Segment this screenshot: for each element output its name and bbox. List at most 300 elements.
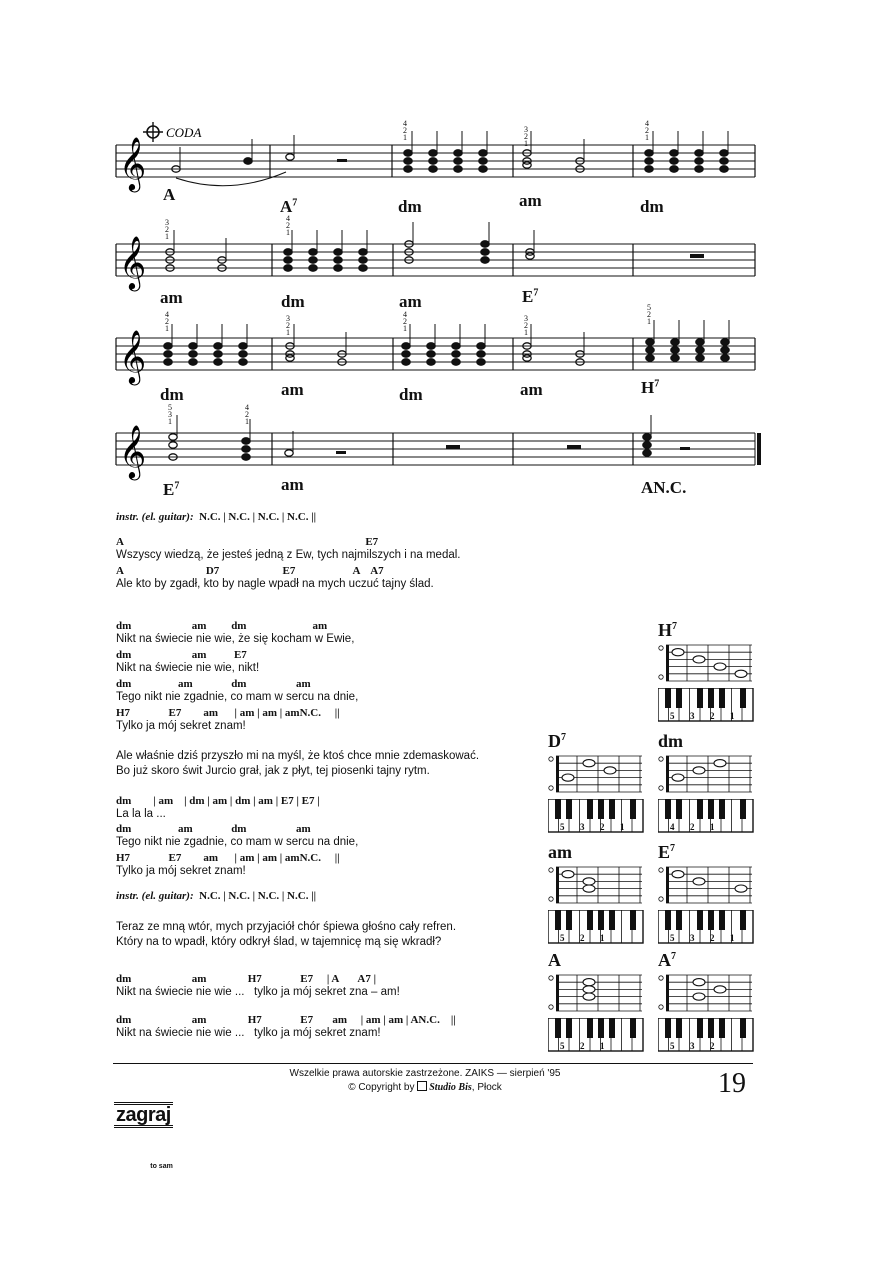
copyright-brand: Studio Bis: [429, 1082, 472, 1093]
notehead: [169, 442, 177, 448]
notehead: [334, 265, 342, 271]
chord-diagram-name: [658, 731, 754, 752]
finger: 1: [286, 228, 290, 237]
fingering: [162, 219, 172, 240]
chord-line: A D7 E7 A A7: [116, 565, 384, 577]
key-finger-number: 2: [580, 933, 585, 943]
finger: 1: [524, 328, 528, 337]
final-barline: [757, 433, 761, 465]
key-finger-number: 1: [600, 933, 605, 943]
notehead: [189, 359, 197, 365]
notehead: [643, 450, 651, 456]
instr-value: N.C. | N.C. | N.C. | N.C. ||: [199, 511, 317, 523]
fingering: [521, 315, 531, 336]
finger-dot: [693, 979, 705, 986]
black-key: [708, 799, 714, 819]
notehead: [721, 355, 729, 361]
notehead: [359, 249, 367, 255]
finger: 1: [524, 139, 528, 148]
black-key: [740, 910, 746, 930]
notehead: [214, 351, 222, 357]
fingering: [165, 404, 175, 425]
chord-line: dm am dm am: [116, 620, 328, 632]
notehead: [670, 158, 678, 164]
fretboard: [658, 865, 754, 907]
fretboard: [658, 754, 754, 796]
black-key: [665, 799, 671, 819]
chord-diagram: [548, 950, 644, 1052]
black-key: [676, 688, 682, 708]
staff-chord: [522, 287, 538, 307]
black-key: [676, 799, 682, 819]
key-finger-number: 1: [710, 822, 715, 832]
notehead: [239, 343, 247, 349]
chord-diagram-sup: 7: [670, 843, 676, 854]
finger: 1: [168, 417, 172, 426]
finger: 4: [403, 119, 407, 128]
notehead: [643, 442, 651, 448]
chord-diagram-label: dm: [658, 731, 684, 751]
notehead: [696, 339, 704, 345]
notehead: [481, 257, 489, 263]
sheet-music: [0, 0, 893, 500]
notehead: [214, 359, 222, 365]
notehead: [242, 454, 250, 460]
open-string-marker: [659, 675, 663, 679]
treble-clef-icon: 𝄞: [119, 237, 147, 288]
lyric-line: Tylko ja mój sekret znam!: [116, 720, 246, 732]
chord-line: dm | am | dm | am | dm | am | E7 | E7 |: [116, 795, 320, 807]
footer-logo: [114, 1066, 173, 1206]
notehead: [242, 438, 250, 444]
lyric-line: Nikt na świecie nie wie, nikt!: [116, 662, 260, 674]
key-finger-number: 3: [690, 1041, 695, 1051]
fingering: [283, 215, 293, 236]
key-finger-number: 2: [600, 822, 605, 832]
black-key: [665, 688, 671, 708]
notehead: [164, 359, 172, 365]
notehead: [721, 339, 729, 345]
notehead: [239, 351, 247, 357]
notehead: [477, 351, 485, 357]
staff-chord: [160, 385, 184, 405]
notehead: [695, 158, 703, 164]
notehead: [645, 158, 653, 164]
notehead: [284, 249, 292, 255]
chord-name: am: [160, 288, 183, 307]
finger-dot: [583, 993, 595, 1000]
staff-chord: [281, 292, 305, 312]
fretboard-nut: [666, 975, 669, 1011]
staff-chord: [160, 288, 183, 308]
finger: 1: [245, 417, 249, 426]
chord-line: dm am H7 E7 | A A7 |: [116, 973, 376, 985]
fingering: [242, 404, 252, 425]
open-string-marker: [659, 868, 663, 872]
notehead: [479, 150, 487, 156]
black-key: [587, 1018, 593, 1038]
notehead: [481, 249, 489, 255]
chord-diagram-name: [658, 620, 754, 641]
finger: 2: [647, 310, 651, 319]
black-key: [740, 799, 746, 819]
instrumental-line-2: [116, 890, 316, 902]
open-string-marker: [659, 757, 663, 761]
notehead: [427, 343, 435, 349]
notehead: [452, 343, 460, 349]
finger: 1: [165, 324, 169, 333]
finger-dot: [672, 649, 684, 656]
notehead: [164, 343, 172, 349]
chord-diagram-sup: 7: [671, 951, 676, 962]
finger: 4: [645, 119, 649, 128]
black-key: [665, 1018, 671, 1038]
finger: 4: [165, 310, 169, 319]
black-key: [566, 910, 572, 930]
piano-keyboard-icon: [658, 910, 754, 944]
key-finger-number: 2: [710, 933, 715, 943]
notehead: [285, 450, 293, 456]
finger: 1: [403, 133, 407, 142]
finger-dot: [735, 885, 747, 892]
chord-diagram-name: [548, 950, 644, 971]
chord-name: dm: [399, 385, 423, 404]
notehead: [286, 154, 294, 160]
copyright-prefix: © Copyright by: [348, 1082, 418, 1093]
finger: 4: [286, 214, 290, 223]
chord-name: am: [520, 380, 543, 399]
finger: 2: [403, 317, 407, 326]
lyric-line: Bo już skoro świt Jurcio grał, jak z płyt, tej piosenki tajny rytm.: [116, 765, 430, 777]
notehead: [670, 166, 678, 172]
staff-chord: [281, 380, 304, 400]
notehead: [334, 249, 342, 255]
whole-rest: [446, 445, 460, 449]
open-string-marker: [549, 1005, 553, 1009]
finger: 1: [403, 324, 407, 333]
key-finger-number: 5: [670, 933, 675, 943]
notehead: [454, 150, 462, 156]
chord-diagram-label: A: [658, 950, 671, 970]
black-key: [630, 910, 636, 930]
chord-line: dm am dm am: [116, 678, 311, 690]
notehead: [645, 166, 653, 172]
black-key: [719, 799, 725, 819]
black-key: [630, 1018, 636, 1038]
finger-dot: [714, 663, 726, 670]
chord-line: dm am E7: [116, 649, 247, 661]
finger: 4: [245, 403, 249, 412]
studio-bis-logo-icon: [417, 1081, 427, 1091]
chord-diagram-sup: 7: [672, 621, 678, 632]
notehead: [427, 359, 435, 365]
chord-diagram-label: H: [658, 620, 673, 640]
key-finger-number: 5: [560, 1041, 565, 1051]
notehead: [189, 351, 197, 357]
notehead: [454, 166, 462, 172]
finger: 1: [647, 317, 651, 326]
notehead: [334, 257, 342, 263]
fingering: [642, 120, 652, 141]
chord-name: am: [519, 191, 542, 210]
chord-line: dm am dm am: [116, 823, 311, 835]
finger-dot: [693, 993, 705, 1000]
key-finger-number: 2: [580, 1041, 585, 1051]
chord-name: A: [280, 197, 293, 216]
chord-name: H: [641, 378, 655, 397]
fretboard-nut: [556, 867, 559, 903]
fretboard: [548, 754, 644, 796]
lyric-line: Teraz ze mną wtór, mych przyjaciół chór śpiewa głośno cały refren.: [116, 921, 457, 933]
black-key: [598, 799, 604, 819]
notehead: [479, 158, 487, 164]
instr-label: instr. (el. guitar):: [116, 511, 194, 523]
staff-chord: [163, 480, 179, 500]
chord-diagram-name: [658, 950, 754, 971]
notehead: [239, 359, 247, 365]
staff-chord: [641, 478, 686, 498]
notehead: [695, 166, 703, 172]
notehead: [646, 347, 654, 353]
black-key: [740, 688, 746, 708]
finger-dot: [714, 760, 726, 767]
key-finger-number: 4: [670, 822, 675, 832]
notehead: [309, 249, 317, 255]
finger-dot: [672, 774, 684, 781]
finger-dot: [604, 767, 616, 774]
notehead: [429, 150, 437, 156]
staff-chord: [163, 185, 175, 205]
finger-dot: [672, 871, 684, 878]
lyric-line: Tylko ja mój sekret znam!: [116, 865, 246, 877]
finger: 2: [245, 410, 249, 419]
notehead: [214, 343, 222, 349]
notehead: [481, 241, 489, 247]
lyric-line: Który na to wpadł, który odkrył ślad, w tajemnicę mą się wkradł?: [116, 936, 442, 948]
finger: 3: [524, 314, 528, 323]
notehead: [671, 339, 679, 345]
key-finger-number: 5: [560, 822, 565, 832]
chord-name: E: [522, 287, 534, 306]
chord-line: A E7: [116, 536, 379, 548]
piano-keyboard-icon: [658, 1018, 754, 1052]
finger-dot: [735, 670, 747, 677]
notehead: [696, 347, 704, 353]
notehead: [454, 158, 462, 164]
finger: 3: [165, 218, 169, 227]
chord-name: dm: [640, 197, 664, 216]
finger-dot: [714, 986, 726, 993]
key-finger-number: 3: [580, 822, 585, 832]
open-string-marker: [549, 897, 553, 901]
notehead: [695, 150, 703, 156]
notehead: [646, 355, 654, 361]
notehead: [523, 355, 531, 361]
chord-diagram-label: am: [548, 842, 572, 862]
notehead: [244, 158, 252, 164]
black-key: [697, 799, 703, 819]
open-string-marker: [659, 1005, 663, 1009]
finger: 2: [165, 317, 169, 326]
black-key: [719, 688, 725, 708]
finger-dot: [693, 656, 705, 663]
chord-diagram-sup: 7: [561, 732, 566, 743]
notehead: [359, 257, 367, 263]
black-key: [665, 910, 671, 930]
black-key: [676, 1018, 682, 1038]
treble-clef-icon: 𝄞: [119, 426, 147, 477]
black-key: [630, 799, 636, 819]
notehead: [452, 351, 460, 357]
black-key: [587, 799, 593, 819]
staff-chord: [399, 292, 422, 312]
finger-dot: [583, 986, 595, 993]
lyric-line: Ale właśnie dziś przyszło mi na myśl, że ktoś chce mnie zdemaskować.: [116, 750, 480, 762]
logo-subtext: to sam: [150, 1163, 173, 1170]
open-string-marker: [659, 897, 663, 901]
chord-line: H7 E7 am | am | am | amN.C. ||: [116, 852, 340, 864]
lyric-line: Tego nikt nie zgadnie, co mam w sercu na dnie,: [116, 691, 359, 703]
black-key: [708, 1018, 714, 1038]
finger-dot: [562, 871, 574, 878]
instr-label: instr. (el. guitar):: [116, 890, 194, 902]
notehead: [429, 158, 437, 164]
instr-value: N.C. | N.C. | N.C. | N.C. ||: [199, 890, 317, 902]
lyric-line: Ale kto by zgadł, kto by nagle wpadł na mych uczuć tajny ślad.: [116, 578, 434, 590]
notehead: [404, 166, 412, 172]
chord-diagram-name: [548, 731, 644, 752]
page-number: 19: [718, 1068, 746, 1099]
black-key: [676, 910, 682, 930]
black-key: [719, 1018, 725, 1038]
key-finger-number: 3: [690, 933, 695, 943]
chord-diagram: [658, 620, 754, 722]
notehead: [242, 446, 250, 452]
chord-name: AN.C.: [641, 478, 687, 497]
fingering: [400, 120, 410, 141]
finger: 3: [286, 314, 290, 323]
finger: 5: [168, 403, 172, 412]
chord-diagram-name: [658, 842, 754, 863]
fretboard-nut: [666, 645, 669, 681]
finger: 2: [645, 126, 649, 135]
notehead: [646, 339, 654, 345]
finger: 3: [168, 410, 172, 419]
rest: [336, 451, 346, 454]
notehead: [402, 343, 410, 349]
open-string-marker: [659, 786, 663, 790]
finger: 2: [403, 126, 407, 135]
notehead: [284, 265, 292, 271]
chord-line: H7 E7 am | am | am | amN.C. ||: [116, 707, 340, 719]
staff-chord: [281, 475, 304, 495]
black-key: [609, 1018, 615, 1038]
staff-chord: [640, 197, 664, 217]
lyric-line: Nikt na świecie nie wie, że się kocham w Ewie,: [116, 633, 355, 645]
piano-keyboard-icon: [658, 688, 754, 722]
black-key: [566, 1018, 572, 1038]
notehead: [477, 343, 485, 349]
notehead: [479, 166, 487, 172]
notehead: [404, 158, 412, 164]
finger-dot: [693, 767, 705, 774]
chord-sup: 7: [174, 480, 180, 492]
key-finger-number: 1: [730, 933, 735, 943]
key-finger-number: 2: [690, 822, 695, 832]
fretboard-nut: [666, 756, 669, 792]
finger-dot: [583, 878, 595, 885]
key-finger-number: 5: [670, 1041, 675, 1051]
whole-rest: [690, 254, 704, 258]
chord-name: am: [399, 292, 422, 311]
chord-diagram-label: A: [548, 950, 561, 970]
black-key: [697, 910, 703, 930]
fretboard-nut: [556, 975, 559, 1011]
lyric-line: Nikt na świecie nie wie ... tylko ja mój sekret zna – am!: [116, 986, 400, 998]
finger: 2: [286, 321, 290, 330]
chord-name: dm: [398, 197, 422, 216]
fretboard: [658, 643, 754, 685]
finger: 1: [165, 232, 169, 241]
notehead: [452, 359, 460, 365]
copyright-suffix: , Płock: [471, 1082, 502, 1093]
notehead: [359, 265, 367, 271]
notehead: [189, 343, 197, 349]
fretboard-nut: [666, 867, 669, 903]
finger-dot: [583, 885, 595, 892]
key-finger-number: 5: [560, 933, 565, 943]
notehead: [284, 257, 292, 263]
notehead: [429, 166, 437, 172]
notehead: [671, 347, 679, 353]
open-string-marker: [549, 786, 553, 790]
finger: 4: [403, 310, 407, 319]
chord-line: dm am H7 E7 am | am | am | AN.C. ||: [116, 1014, 456, 1026]
piano-keyboard-icon: [548, 910, 644, 944]
footer-rule: [113, 1063, 753, 1064]
finger-dot: [562, 774, 574, 781]
notehead: [670, 150, 678, 156]
black-key: [555, 799, 561, 819]
key-finger-number: 1: [600, 1041, 605, 1051]
treble-clef-icon: 𝄞: [119, 331, 147, 382]
black-key: [708, 688, 714, 708]
black-key: [598, 1018, 604, 1038]
fretboard-nut: [556, 756, 559, 792]
notehead: [720, 158, 728, 164]
notehead: [402, 359, 410, 365]
finger: 2: [286, 221, 290, 230]
notehead: [526, 253, 534, 259]
chord-name: E: [163, 480, 175, 499]
key-finger-number: 5: [670, 711, 675, 721]
finger: 3: [524, 125, 528, 134]
black-key: [609, 910, 615, 930]
footer-rights: Wszelkie prawa autorskie zastrzeżone. ZAIKS — sierpień '95: [289, 1068, 561, 1079]
notehead: [309, 265, 317, 271]
chord-diagram-name: [548, 842, 644, 863]
chord-diagram-label: E: [658, 842, 671, 862]
open-string-marker: [549, 868, 553, 872]
black-key: [708, 910, 714, 930]
rest: [337, 159, 347, 162]
staff-chord: [519, 191, 542, 211]
key-finger-number: 1: [620, 822, 625, 832]
notehead: [671, 355, 679, 361]
finger: 2: [524, 321, 528, 330]
chord-diagram: [658, 842, 754, 944]
notehead: [721, 347, 729, 353]
